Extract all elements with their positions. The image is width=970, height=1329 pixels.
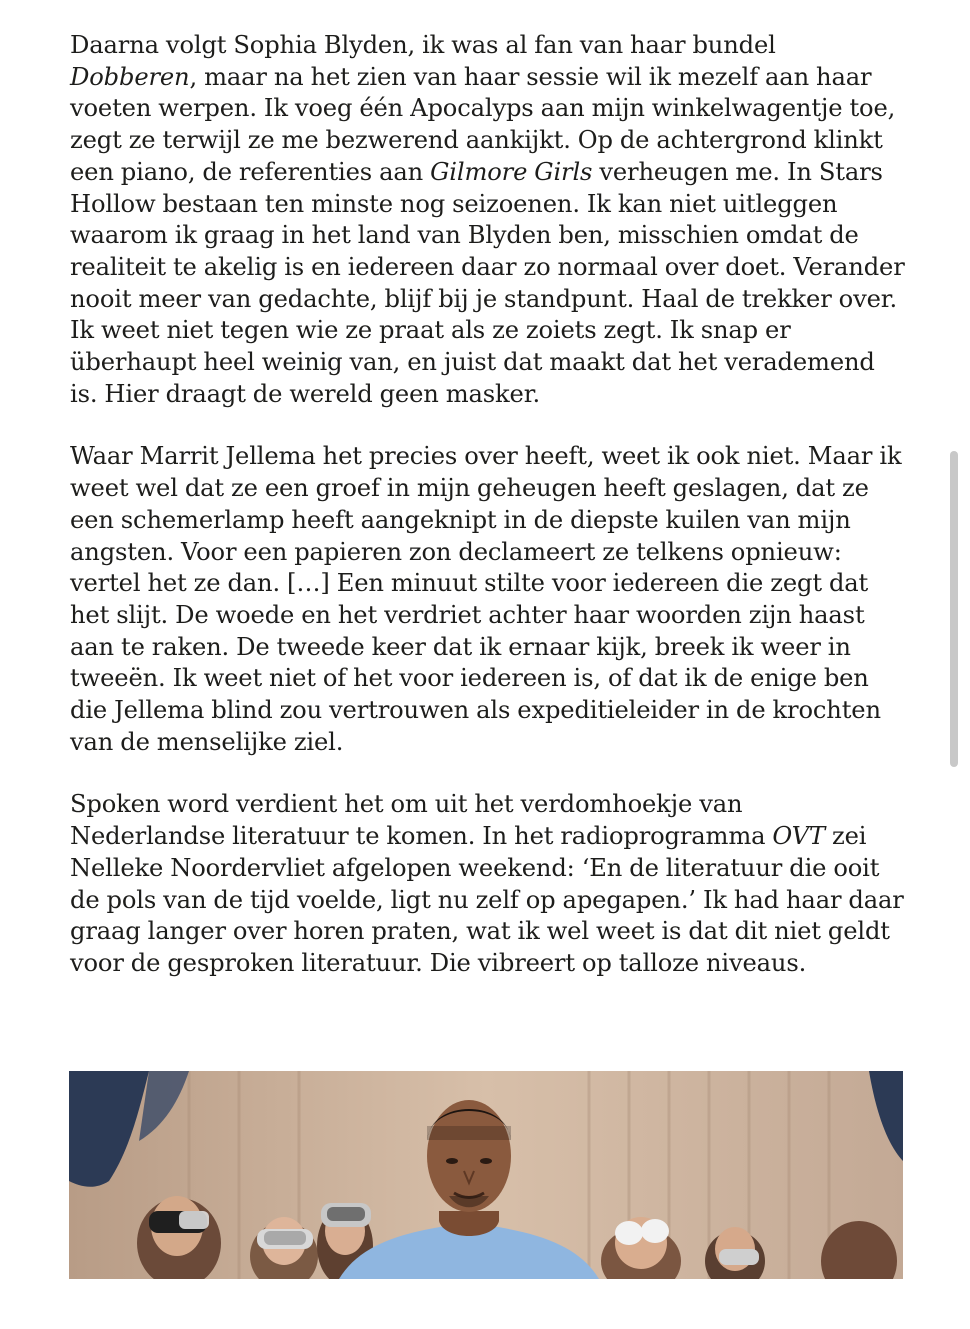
article-photo <box>69 1071 903 1279</box>
paragraph-line <box>70 284 930 316</box>
text-run: überhaupt heel weinig van, en juist dat maakt dat het verademend <box>70 348 875 377</box>
text-run: voor de gesproken literatuur. Die vibreert op talloze niveaus. <box>70 948 807 977</box>
text-run: waarom ik graag in het land van Blyden ben, misschien omdat de <box>70 221 859 250</box>
paragraph-line <box>70 727 930 759</box>
text-run: Daarna volgt Sophia Blyden, ik was al fan van haar bundel <box>70 31 776 59</box>
text-run: weet wel dat ze een groef in mijn geheugen heeft geslagen, dat ze <box>70 474 869 503</box>
paragraph-line <box>70 568 930 600</box>
italic-title: OVT <box>772 822 825 851</box>
paragraph-line <box>70 93 930 125</box>
paragraph-line <box>70 347 930 379</box>
text-run: Nederlandse literatuur te komen. In het radioprogramma <box>70 822 773 851</box>
paragraph-line <box>70 885 930 917</box>
paragraph-line <box>70 695 930 727</box>
paragraph-line <box>70 632 930 664</box>
text-run: die Jellema blind zou vertrouwen als expeditieleider in de krochten <box>70 696 881 725</box>
text-run: zegt ze terwijl ze me bezwerend aankijkt. Op de achtergrond klinkt <box>70 126 883 155</box>
text-run: van de menselijke ziel. <box>70 727 344 756</box>
paragraph-line <box>70 30 930 62</box>
text-run: voeten werpen. Ik voeg één Apocalyps aan mijn winkelwagentje toe, <box>70 94 896 123</box>
text-run: realiteit te akelig is en iedereen daar zo normaal over doet. Verander <box>70 252 905 281</box>
text-run: angsten. Voor een papieren zon declameert ze telkens opnieuw: <box>70 537 842 566</box>
text-run: Nelleke Noordervliet afgelopen weekend: ‘En de literatuur die ooit <box>70 853 880 882</box>
paragraph-line <box>70 537 930 569</box>
paragraph-line <box>70 252 930 284</box>
paragraph-line <box>70 916 930 948</box>
text-run: vertel het ze dan. […] Een minuut stilte voor iedereen die zegt dat <box>70 569 869 598</box>
article-paragraph <box>70 441 930 758</box>
text-run: aan te raken. De tweede keer dat ik ernaar kijk, breek ik weer in <box>70 632 851 661</box>
text-run: , maar na het zien van haar sessie wil ik mezelf aan haar <box>189 62 872 91</box>
italic-title: Dobberen <box>70 62 190 91</box>
article-paragraph <box>70 789 930 979</box>
text-run: Ik weet niet tegen wie ze praat als ze zoiets zegt. Ik snap er <box>70 316 791 345</box>
italic-title: Gilmore Girls <box>430 157 593 186</box>
scrollbar-thumb[interactable] <box>950 451 958 767</box>
paragraph-line <box>70 853 930 885</box>
text-run: verheugen me. In Stars <box>592 157 883 186</box>
text-run: een schemerlamp heeft aangeknipt in de diepste kuilen van mijn <box>70 505 851 534</box>
text-run: een piano, de referenties aan <box>70 157 431 186</box>
paragraph-line <box>70 789 930 821</box>
text-run: het slijt. De woede en het verdriet achter haar woorden zijn haast <box>70 600 865 629</box>
paragraph-line <box>70 473 930 505</box>
paragraph-line <box>70 663 930 695</box>
paragraph-line <box>70 189 930 221</box>
text-run: Hollow bestaan ten minste nog seizoenen. Ik kan niet uitleggen <box>70 189 838 218</box>
paragraph-line <box>70 948 930 980</box>
paragraph-line <box>70 379 930 411</box>
paragraph-line <box>70 441 930 473</box>
text-run: de pols van de tijd voelde, ligt nu zelf op apegapen.’ Ik had haar daar <box>70 885 904 914</box>
text-run: tweeën. Ik weet niet of het voor iedereen is, of dat ik de enige ben <box>70 664 869 693</box>
paragraph-line <box>70 315 930 347</box>
text-run: graag langer over horen praten, wat ik wel weet is dat dit niet geldt <box>70 917 890 946</box>
text-run: Spoken word verdient het om uit het verdomhoekje van <box>70 790 743 819</box>
photo-illustration <box>69 1071 903 1279</box>
article-body <box>70 30 930 1011</box>
text-run: nooit meer van gedachte, blijf bij je standpunt. Haal de trekker over. <box>70 284 898 313</box>
paragraph-line <box>70 157 930 189</box>
paragraph-line <box>70 62 930 94</box>
text-run: zei <box>824 822 867 851</box>
text-run: Waar Marrit Jellema het precies over heeft, weet ik ook niet. Maar ik <box>70 442 902 471</box>
paragraph-line <box>70 505 930 537</box>
paragraph-line <box>70 600 930 632</box>
paragraph-line <box>70 821 930 853</box>
text-run: is. Hier draagt de wereld geen masker. <box>70 379 540 408</box>
article-paragraph <box>70 30 930 410</box>
paragraph-line <box>70 125 930 157</box>
paragraph-line <box>70 220 930 252</box>
